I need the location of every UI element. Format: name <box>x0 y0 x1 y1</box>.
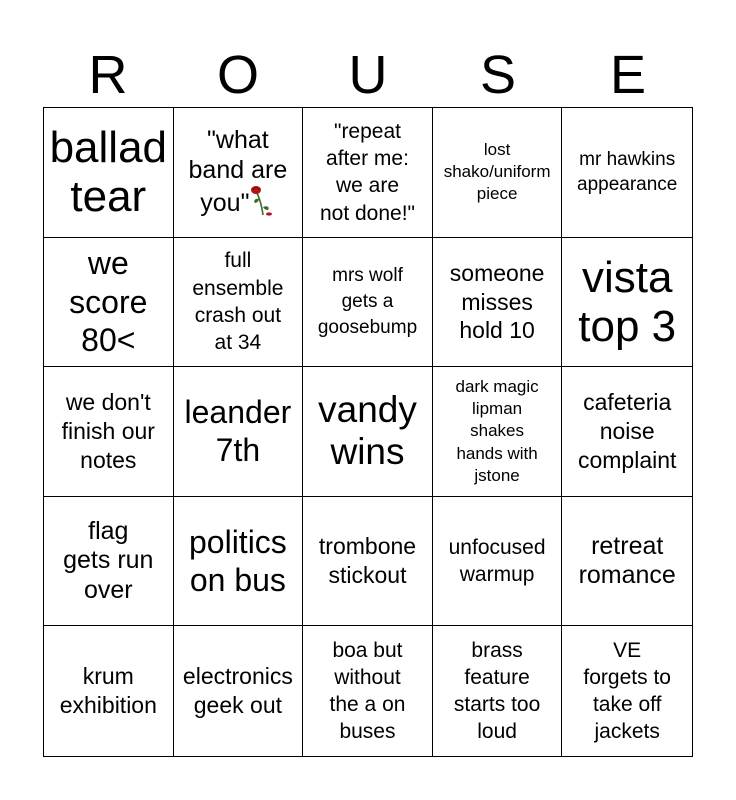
cell-text: full ensemble crash out at 34 <box>192 249 284 355</box>
bingo-cell-r4c4[interactable] <box>562 626 692 756</box>
cell-text: mrs wolf gets a goosebump <box>317 265 418 338</box>
header-letter-o: O <box>216 45 259 105</box>
bingo-grid <box>43 107 693 757</box>
cell-text: brass feature starts too loud <box>453 638 541 744</box>
cell-text: retreat romance <box>578 531 676 590</box>
bingo-cell-r4c3[interactable] <box>433 626 563 756</box>
cell-text: krum exhibition <box>59 663 157 719</box>
cell-text: "what band are you" <box>188 126 288 217</box>
bingo-cell-r1c1[interactable] <box>174 238 304 368</box>
bingo-cell-r3c0[interactable] <box>44 497 174 627</box>
bingo-cell-r0c3[interactable] <box>433 108 563 238</box>
cell-text: we don't finish our notes <box>61 389 155 473</box>
bingo-cell-r1c0[interactable] <box>44 238 174 368</box>
header-letter-u: U <box>348 45 388 105</box>
bingo-cell-r2c0[interactable] <box>44 367 174 497</box>
cell-text: leander 7th <box>184 394 292 469</box>
cell-text: politics on bus <box>188 523 287 599</box>
cell-text: someone misses hold 10 <box>449 259 545 344</box>
header-letter-e: E <box>609 45 647 105</box>
cell-text: flag gets run over <box>63 517 154 604</box>
cell-text: boa but without the a on buses <box>329 638 406 744</box>
cell-text: VE forgets to take off jackets <box>583 638 671 744</box>
wilted-rose-icon <box>249 185 275 217</box>
bingo-cell-r3c3[interactable] <box>433 497 563 627</box>
bingo-cell-r4c2[interactable] <box>303 626 433 756</box>
bingo-cell-r4c1[interactable] <box>174 626 304 756</box>
cell-text: cafeteria noise complaint <box>577 389 677 473</box>
cell-text: mr hawkins appearance <box>577 148 678 196</box>
bingo-cell-r2c3[interactable] <box>433 367 563 497</box>
cell-text: unfocused warmup <box>448 535 546 587</box>
cell-text: trombone stickout <box>318 533 417 589</box>
cell-text: lost shako/uniform piece <box>443 140 551 204</box>
cell-text: ballad tear <box>49 123 168 222</box>
cell-text: vandy wins <box>318 388 417 473</box>
bingo-cell-r1c4[interactable] <box>562 238 692 368</box>
cell-text: dark magic lipman shakes hands with jstone <box>455 377 539 485</box>
bingo-cell-r2c4[interactable] <box>562 367 692 497</box>
bingo-cell-r0c0[interactable] <box>44 108 174 238</box>
bingo-cell-r3c1[interactable] <box>174 497 304 627</box>
bingo-cell-r1c3[interactable] <box>433 238 563 368</box>
bingo-cell-r0c1[interactable] <box>174 108 304 238</box>
bingo-cell-r3c2[interactable] <box>303 497 433 627</box>
bingo-cell-r0c4[interactable] <box>562 108 692 238</box>
cell-text-with-icon <box>189 126 288 218</box>
bingo-cell-r3c4[interactable] <box>562 497 692 627</box>
cell-text: "repeat after me: we are not done!" <box>319 119 416 225</box>
bingo-cell-r2c2[interactable] <box>303 367 433 497</box>
bingo-cell-r1c2[interactable] <box>303 238 433 368</box>
bingo-cell-r2c1[interactable] <box>174 367 304 497</box>
cell-text: vista top 3 <box>578 252 677 351</box>
header-letter-r: R <box>88 45 128 105</box>
bingo-cell-r4c0[interactable] <box>44 626 174 756</box>
header-letter-s: S <box>479 45 517 105</box>
bingo-cell-r0c2[interactable] <box>303 108 433 238</box>
cell-text: electronics geek out <box>182 663 293 719</box>
bingo-header <box>43 40 693 110</box>
cell-text: we score 80< <box>69 245 148 359</box>
